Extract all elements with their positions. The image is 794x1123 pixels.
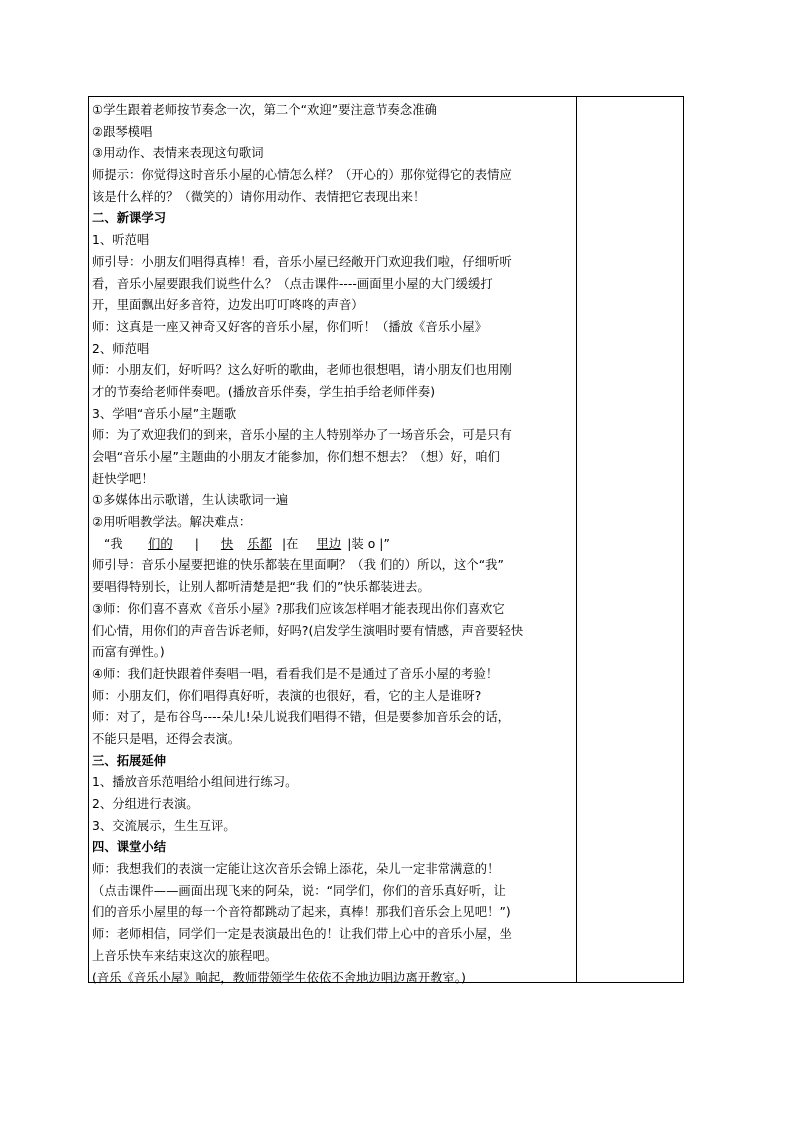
text-line: 师：小朋友们，好听吗？这么好听的歌曲，老师也很想唱，请小朋友们也用刚: [92, 363, 512, 378]
text-line: 不能只是唱，还得会表演。: [92, 731, 241, 746]
text-line: 师：老师相信，同学们一定是表演最出色的！让我们带上心中的音乐小屋，坐: [92, 927, 512, 942]
text-line: 3、学唱“音乐小屋”主题歌: [92, 406, 237, 421]
text-line: 3、交流展示，生生互评。: [92, 818, 236, 833]
text-line: ②跟琴模唱: [92, 124, 153, 139]
section-heading: 二、新课学习: [92, 211, 167, 226]
text-line: 师：我想我们的表演一定能让这次音乐会锦上添花，朵儿一定非常满意的！: [92, 862, 500, 877]
text-line: 该是什么样的？（微笑的）请你用动作、表情把它表现出来！: [92, 189, 426, 204]
text-line: 1、播放音乐范唱给小组间进行练习。: [92, 775, 298, 790]
text-line: 上音乐快车来结束这次的旅程吧。: [92, 948, 278, 963]
text-line: 师提示：你觉得这时音乐小屋的心情怎么样？（开心的）那你觉得它的表情应: [92, 168, 512, 183]
lesson-text-block-2: [92, 555, 572, 989]
lyric-word-li-bian: 里边: [316, 536, 342, 551]
text-line: 才的节奏给老师伴奏吧。(播放音乐伴奏，学生拍手给老师伴奏): [92, 384, 436, 399]
text-line: 师：为了欢迎我们的到来，音乐小屋的主人特别举办了一场音乐会，可是只有: [92, 428, 512, 443]
lyric-word-wo: “我: [104, 536, 123, 551]
text-line: 师引导：音乐小屋要把谁的快乐都装在里面啊？（我 们的）所以，这个“我”: [92, 558, 504, 573]
lesson-text-block-1: [92, 100, 572, 534]
lyric-bar-2: |在: [281, 536, 299, 551]
lyric-rhythm-line: [92, 534, 572, 556]
text-line: 师：对了，是布谷鸟----朵儿!朵儿说我们唱得不错，但是要参加音乐会的话，: [92, 710, 511, 725]
text-line: 们心情，用你们的声音告诉老师，好吗?(启发学生演唱时要有情感，声音要轻快: [92, 623, 524, 638]
table-column-divider: [576, 96, 577, 983]
text-line: 会唱“音乐小屋”主题曲的小朋友才能参加，你们想不想去？（想）好，咱们: [92, 450, 500, 464]
lyric-word-le-dou: 乐都: [247, 536, 272, 551]
section-heading: 三、拓展延伸: [92, 753, 167, 768]
text-line: 2、师范唱: [92, 341, 150, 356]
text-line: 师引导：小朋友们唱得真棒！看，音乐小屋已经敞开门欢迎我们啦，仔细听听: [92, 254, 512, 269]
text-line: ④师：我们赶快跟着伴奏唱一唱，看看我们是不是通过了音乐小屋的考验！: [92, 666, 499, 681]
text-line: ①多媒体出示歌谱，生认读歌词一遍: [92, 493, 289, 508]
lyric-bar-1: |: [194, 536, 199, 551]
text-line: ③用动作、表情来表现这句歌词: [92, 146, 264, 161]
text-line: 而富有弹性。): [92, 645, 165, 660]
lyric-tail: |装 o |”: [347, 536, 390, 551]
text-line: 师：这真是一座又神奇又好客的音乐小屋，你们听！（播放《音乐小屋》: [92, 319, 488, 334]
text-line: 1、听范唱: [92, 233, 150, 248]
text-line: ②用听唱教学法。解决难点：: [92, 515, 252, 530]
section-heading: 四、课堂小结: [92, 840, 167, 855]
text-line: 开，里面飘出好多音符，边发出叮叮咚咚的声音）: [92, 298, 364, 313]
text-line: 赶快学吧！: [92, 471, 154, 486]
lyric-word-men-de: 们的: [148, 536, 173, 551]
text-line: ③师：你们喜不喜欢《音乐小屋》?那我们应该怎样唱才能表现出你们喜欢它: [92, 601, 505, 616]
text-line: 看，音乐小屋要跟我们说些什么？（点击课件----画面里小屋的大门缓缓打: [92, 276, 493, 291]
text-line: 2、分组进行表演。: [92, 797, 199, 811]
lyric-word-kuai: 快: [220, 536, 234, 551]
text-line: 师：小朋友们，你们唱得真好听，表演的也很好，看，它的主人是谁呀?: [92, 688, 482, 703]
text-line: 要唱得特别长，让别人都听清楚是把“我 们的”快乐都装进去。: [92, 580, 430, 595]
text-line: （点击课件——画面出现飞来的阿朵，说：“同学们，你们的音乐真好听，让: [92, 883, 506, 898]
text-line: (音乐《音乐小屋》响起，教师带领学生依依不舍地边唱边离开教室。): [92, 970, 466, 985]
text-line: ①学生跟着老师按节奏念一次，第二个“欢迎”要注意节奏念准确: [92, 103, 437, 117]
text-line: 们的音乐小屋里的每一个音符都跳动了起来，真棒！那我们音乐会上见吧！”): [92, 905, 511, 920]
lesson-content-cell: [92, 100, 572, 989]
